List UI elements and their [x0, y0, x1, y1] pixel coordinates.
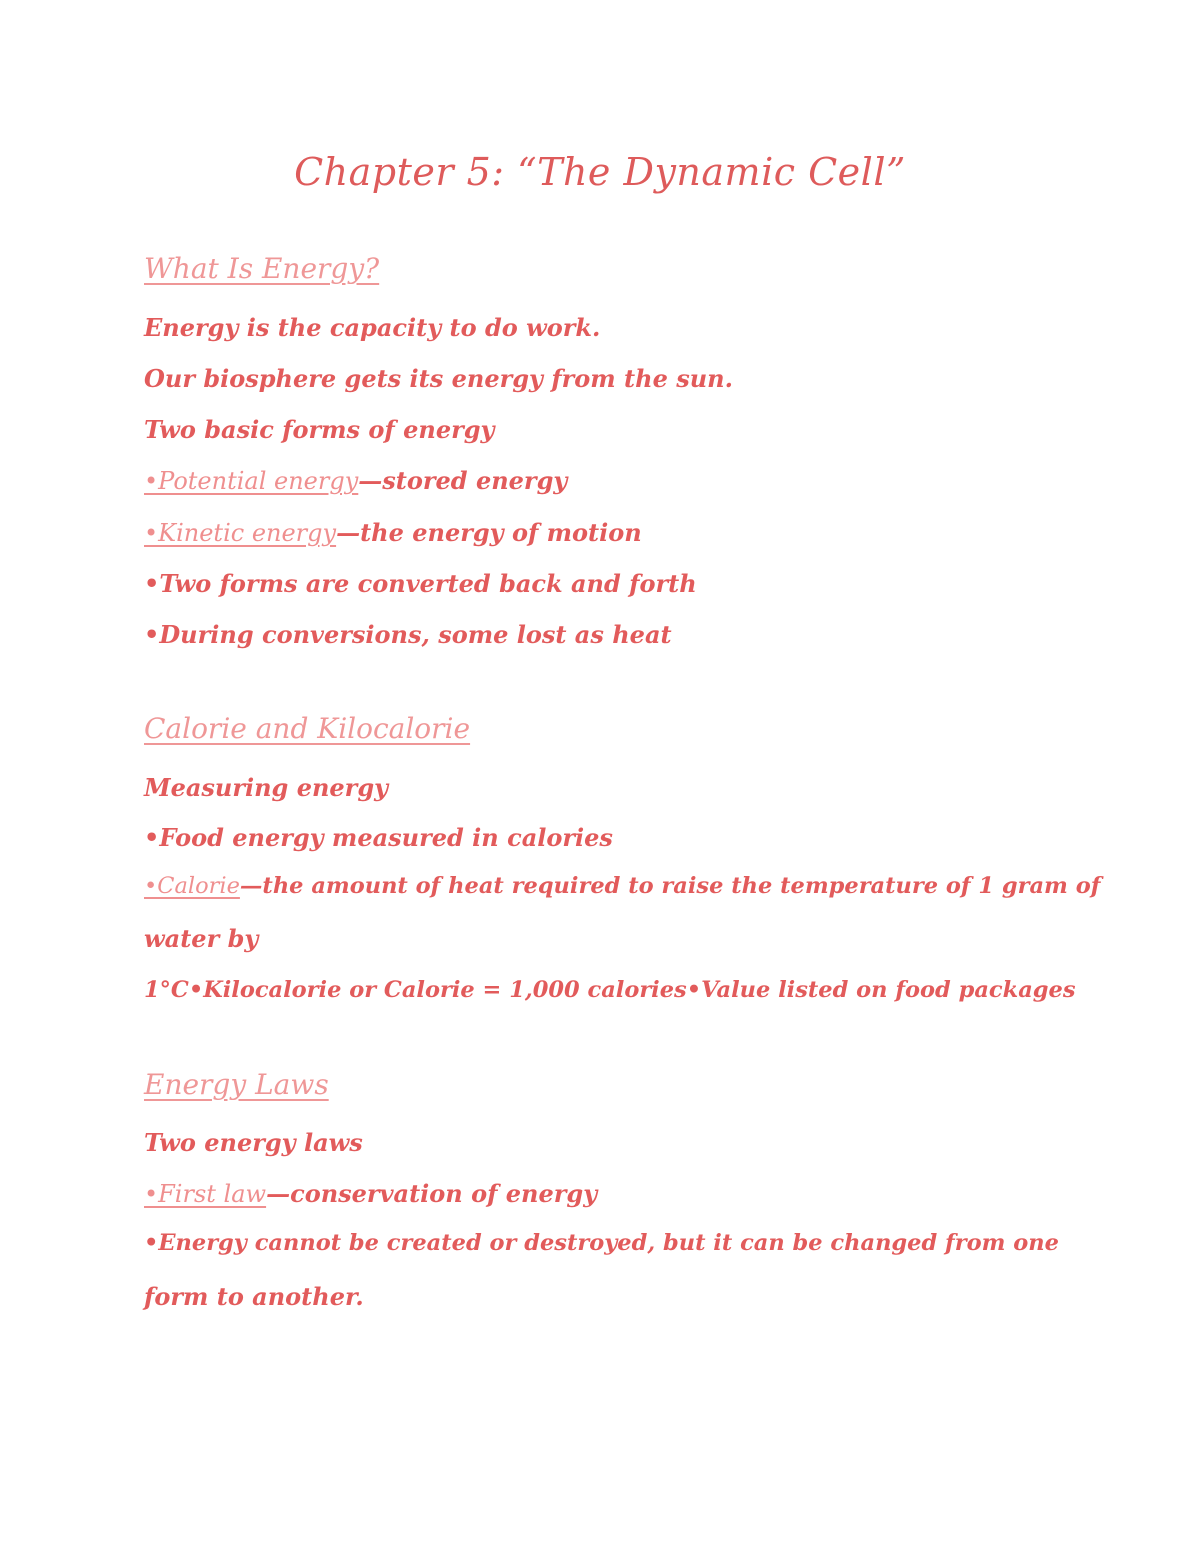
body-line: •Energy cannot be created or destroyed, but it can be changed from one: [144, 1230, 1059, 1256]
body-line: •Two forms are converted back and forth: [144, 569, 697, 598]
body-line: •During conversions, some lost as heat: [144, 620, 672, 649]
term-calorie: •Calorie: [144, 873, 240, 899]
body-line: •Food energy measured in calories: [144, 823, 613, 852]
body-line: Two energy laws: [144, 1128, 363, 1157]
term-kinetic-energy: •Kinetic energy: [144, 519, 337, 547]
bullet-kinetic-energy: •Kinetic energy—the energy of motion: [144, 518, 642, 547]
page-title: Chapter 5: “The Dynamic Cell”: [294, 150, 906, 194]
bullet-calorie: •Calorie—the amount of heat required to raise the temperature of 1 gram of: [144, 873, 1101, 899]
body-line: Two basic forms of energy: [144, 415, 495, 444]
section-heading-calorie-kilocalorie: Calorie and Kilocalorie: [144, 712, 471, 745]
body-line: Measuring energy: [144, 773, 389, 802]
body-line: form to another.: [144, 1282, 364, 1311]
section-heading-what-is-energy: What Is Energy?: [144, 252, 380, 285]
term-potential-energy: •Potential energy: [144, 467, 359, 495]
section-heading-energy-laws: Energy Laws: [144, 1068, 329, 1101]
body-line: Our biosphere gets its energy from the sun.: [144, 364, 733, 393]
bullet-potential-energy: •Potential energy—stored energy: [144, 466, 568, 495]
bullet-first-law: •First law—conservation of energy: [144, 1179, 598, 1208]
body-line: water by: [144, 924, 259, 953]
term-first-law: •First law: [144, 1180, 267, 1208]
body-line: Energy is the capacity to do work.: [144, 313, 601, 342]
body-line: 1°C•Kilocalorie or Calorie = 1,000 calories•Value listed on food packages: [144, 977, 1076, 1003]
